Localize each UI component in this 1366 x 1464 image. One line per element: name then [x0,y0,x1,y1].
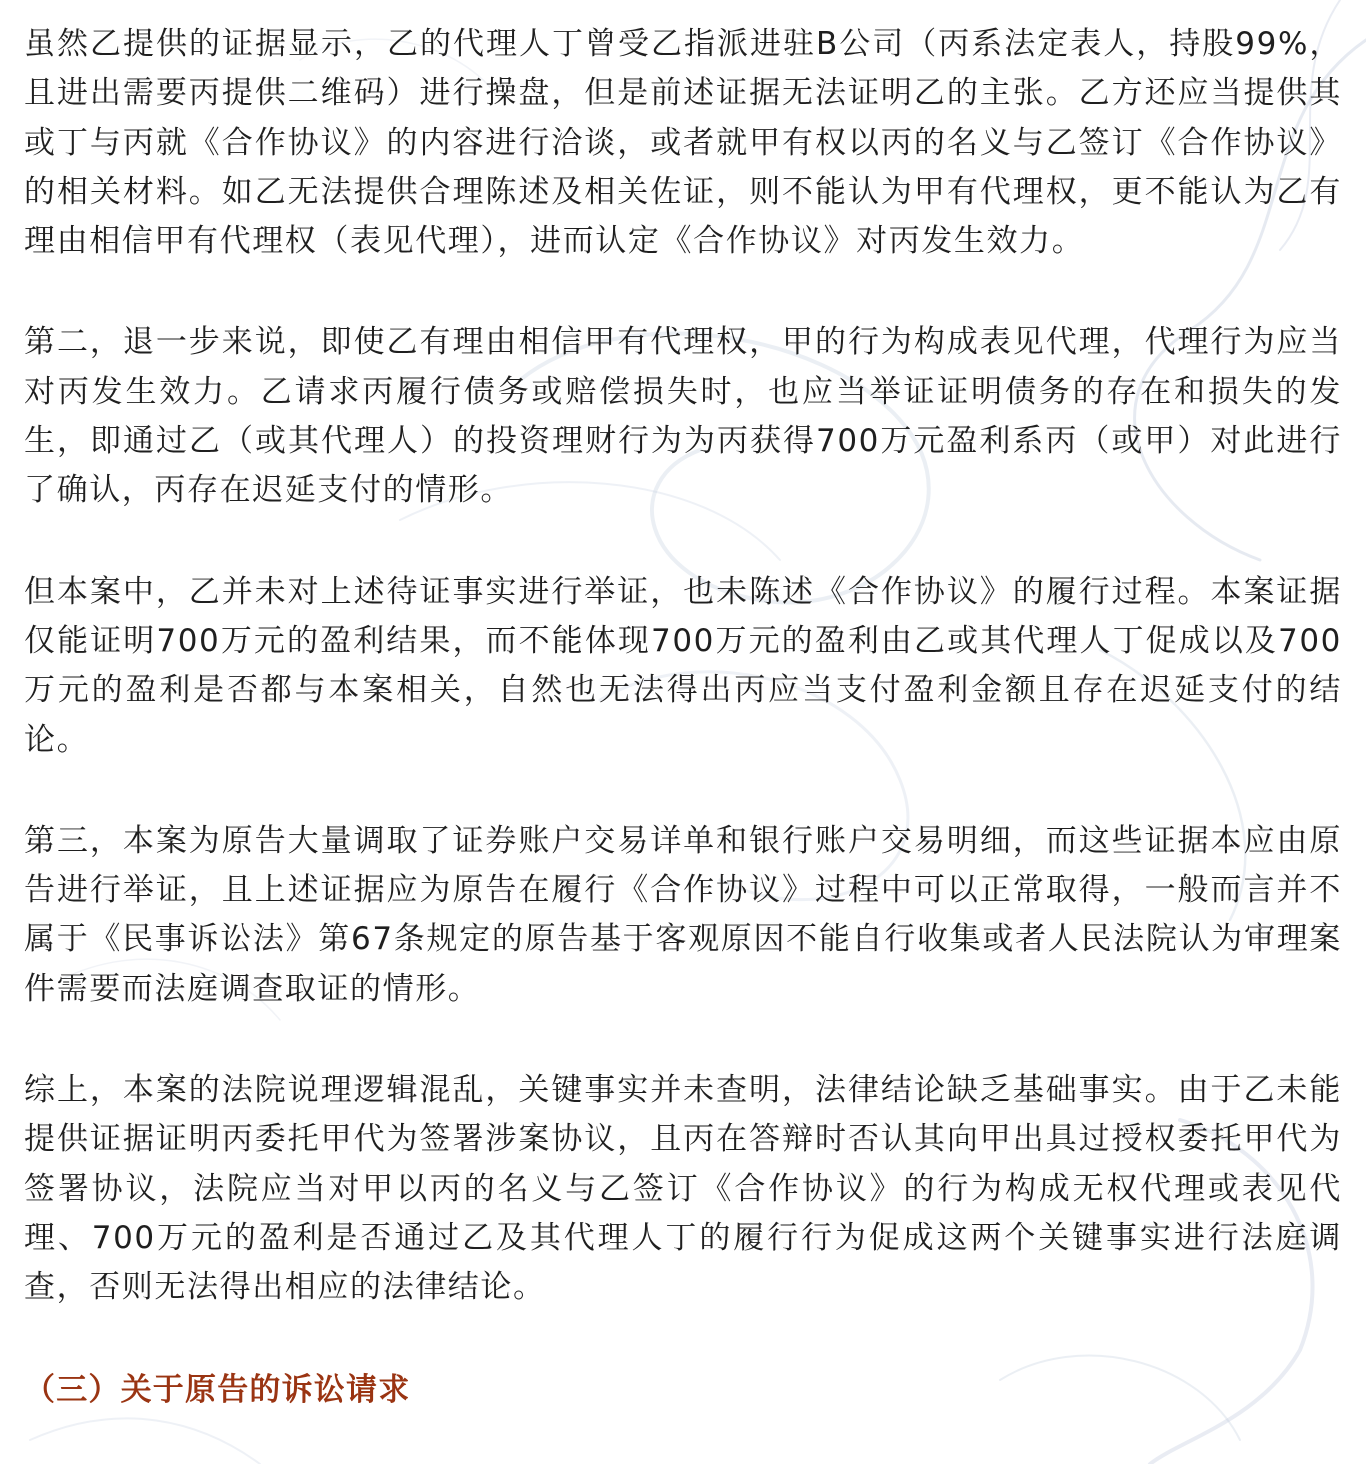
paragraph-3: 但本案中，乙并未对上述待证事实进行举证，也未陈述《合作协议》的履行过程。本案证据仅能证明700万元的盈利结果，而不能体现700万元的盈利由乙或其代理人丁促成以及700万元的盈利是否都与本案相关，自然也无法得出丙应当支付盈利金额且存在迟延支付的结论。 [24,573,1342,758]
section-heading: （三）关于原告的诉讼请求 [24,1371,411,1408]
paragraph-1: 虽然乙提供的证据显示，乙的代理人丁曾受乙指派进驻B公司（丙系法定表人，持股99%，且进出需要丙提供二维码）进行操盘，但是前述证据无法证明乙的主张。乙方还应当提供其或丁与丙就《合作协议》的内容进行洽谈，或者就甲有权以丙的名义与乙签订《合作协议》的相关材料。如乙无法提供合理陈述及相关佐证，则不能认为甲有代理权，更不能认为乙有理由相信甲有代理权（表见代理），进而认定《合作协议》对丙发生效力。 [24,26,1342,260]
document-body [24,20,1342,1415]
paragraph-5: 综上，本案的法院说理逻辑混乱，关键事实并未查明，法律结论缺乏基础事实。由于乙未能提供证据证明丙委托甲代为签署涉案协议，且丙在答辩时否认其向甲出具过授权委托甲代为签署协议，法院应当对甲以丙的名义与乙签订《合作协议》的行为构成无权代理或表见代理、700万元的盈利是否通过乙及其代理人丁的履行行为促成这两个关键事实进行法庭调查，否则无法得出相应的法律结论。 [24,1072,1342,1306]
paragraph-4: 第三，本案为原告大量调取了证券账户交易详单和银行账户交易明细，而这些证据本应由原告进行举证，且上述证据应为原告在履行《合作协议》过程中可以正常取得，一般而言并不属于《民事诉讼法》第67条规定的原告基于客观原因不能自行收集或者人民法院认为审理案件需要而法庭调查取证的情形。 [24,822,1342,1007]
paragraph-2: 第二，退一步来说，即使乙有理由相信甲有代理权，甲的行为构成表见代理，代理行为应当对丙发生效力。乙请求丙履行债务或赔偿损失时，也应当举证证明债务的存在和损失的发生，即通过乙（或其代理人）的投资理财行为为丙获得700万元盈利系丙（或甲）对此进行了确认，丙存在迟延支付的情形。 [24,324,1342,509]
